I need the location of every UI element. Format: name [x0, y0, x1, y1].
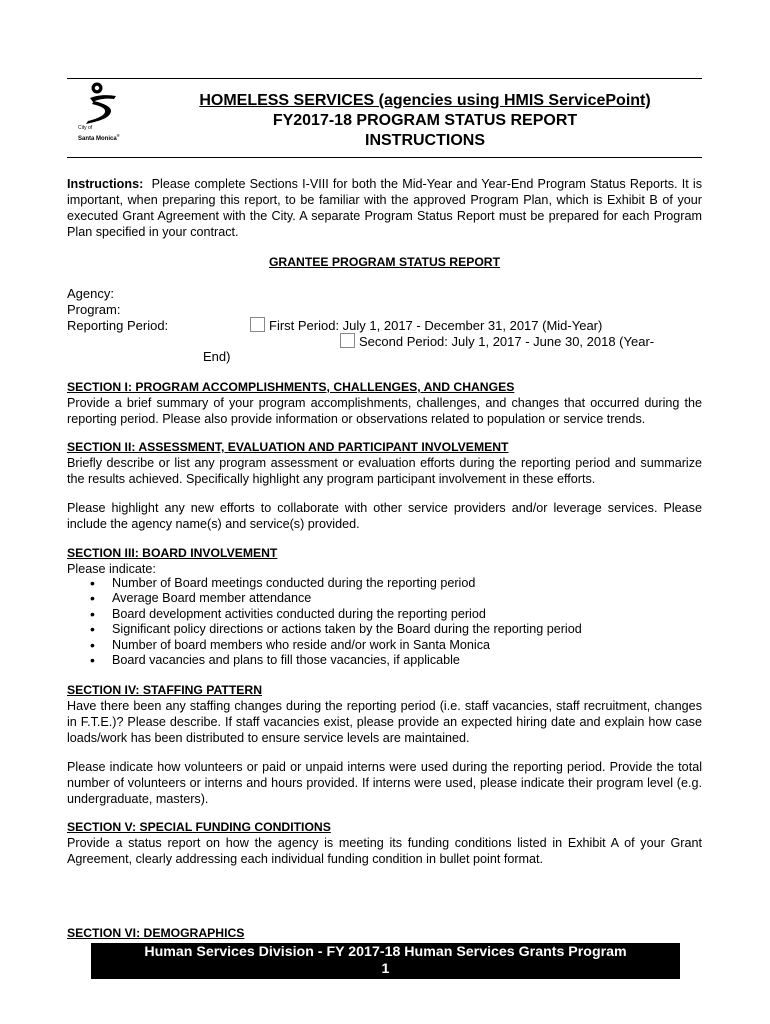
logo-registered-mark: ®: [116, 133, 120, 138]
section-1-heading: SECTION I: PROGRAM ACCOMPLISHMENTS, CHALLENGES, AND CHANGES: [67, 380, 515, 394]
section-4-heading: SECTION IV: STAFFING PATTERN: [67, 683, 262, 697]
reporting-period-label: Reporting Period:: [67, 318, 169, 333]
second-period-checkbox[interactable]: [340, 333, 355, 348]
bullet-item: • Number of Board meetings conducted during the reporting period: [90, 576, 582, 591]
instructions-text: Please complete Sections I-VIII for both the Mid-Year and Year-End Program Status Reports. It is important, when preparing this report, to be familiar with the approved Program Plan, which is Exhibit B of your executed Grant Agreement with the City. A separate Program Status Report must be prepared for each Program Plan specified in your contract.: [67, 177, 702, 239]
bullet-item: • Number of board members who reside and/or work in Santa Monica: [90, 638, 582, 653]
section-3-bullet-list: [90, 576, 582, 668]
first-period-option: First Period: July 1, 2017 - December 31, 2017 (Mid-Year): [269, 318, 603, 333]
city-logo-graphic: [76, 80, 136, 126]
second-period-option-continued: End): [203, 349, 231, 364]
section-4-text: Have there been any staffing changes during the reporting period (i.e. staff vacancies, staff recruitment, changes in F.T.E.)? Please describe. If staff vacancies exist, please provide an expected hiring date and explain how case loads/work has been distributed to ensure service levels are maintained.: [67, 699, 702, 745]
section-2-heading: SECTION II: ASSESSMENT, EVALUATION AND PARTICIPANT INVOLVEMENT: [67, 440, 509, 454]
section-2-text: Briefly describe or list any program assessment or evaluation efforts during the reporting period and summarize the results achieved. Specifically highlight any program participant involvement in these efforts.: [67, 456, 702, 486]
agency-label: Agency:: [67, 286, 114, 301]
section-4-text-volunteers: Please indicate how volunteers or paid or unpaid interns were used during the reporting period. Provide the total number of volunteers or interns and hours provided. If interns were used, please indicate their program level (e.g. undergraduate, masters).: [67, 760, 702, 806]
grantee-report-heading: GRANTEE PROGRAM STATUS REPORT: [268, 255, 501, 269]
bullet-item: • Board vacancies and plans to fill those vacancies, if applicable: [90, 653, 582, 668]
bullet-item: • Average Board member attendance: [90, 591, 582, 606]
footer-page-number: 1: [381, 961, 390, 977]
section-5-heading: SECTION V: SPECIAL FUNDING CONDITIONS: [67, 820, 331, 834]
first-period-checkbox[interactable]: [250, 317, 265, 332]
logo-city-name-text: Santa Monica: [78, 136, 117, 142]
city-logo: [76, 80, 136, 144]
report-title-agency: HOMELESS SERVICES (agencies using HMIS ServicePoint): [199, 92, 651, 109]
footer-title: Human Services Division - FY 2017-18 Human Services Grants Program: [144, 944, 627, 960]
program-label: Program:: [67, 302, 121, 317]
instructions-label: Instructions:: [67, 177, 144, 191]
report-title-instructions: INSTRUCTIONS: [365, 132, 485, 149]
logo-city-of: City of: [78, 125, 93, 131]
header-top-rule: [67, 78, 702, 79]
section-3-heading: SECTION III: BOARD INVOLVEMENT: [67, 546, 278, 560]
bullet-item: • Significant policy directions or actions taken by the Board during the reporting period: [90, 622, 582, 637]
instructions-paragraph: [67, 176, 702, 240]
section-5-text: Provide a status report on how the agency is meeting its funding conditions listed in Exhibit A of your Grant Agreement, clearly addressing each individual funding condition in bullet point format.: [67, 836, 702, 866]
section-3-intro: Please indicate:: [67, 562, 156, 576]
section-6-heading: SECTION VI: DEMOGRAPHICS: [67, 926, 245, 940]
header-bottom-rule: [67, 157, 702, 158]
second-period-option: Second Period: July 1, 2017 - June 30, 2018 (Year-: [359, 334, 655, 349]
page-footer: [91, 943, 680, 979]
bullet-item: • Board development activities conducted during the reporting period: [90, 607, 582, 622]
section-1-text: Provide a brief summary of your program accomplishments, challenges, and changes that occurred during the reporting period. Please also provide information or observations related to population or service trends.: [67, 396, 702, 426]
report-title-fy: FY2017-18 PROGRAM STATUS REPORT: [272, 112, 578, 129]
logo-city-name: [78, 132, 120, 143]
section-2-text-collaboration: Please highlight any new efforts to collaborate with other service providers and/or leverage services. Please include the agency name(s) and service(s) provided.: [67, 501, 702, 531]
